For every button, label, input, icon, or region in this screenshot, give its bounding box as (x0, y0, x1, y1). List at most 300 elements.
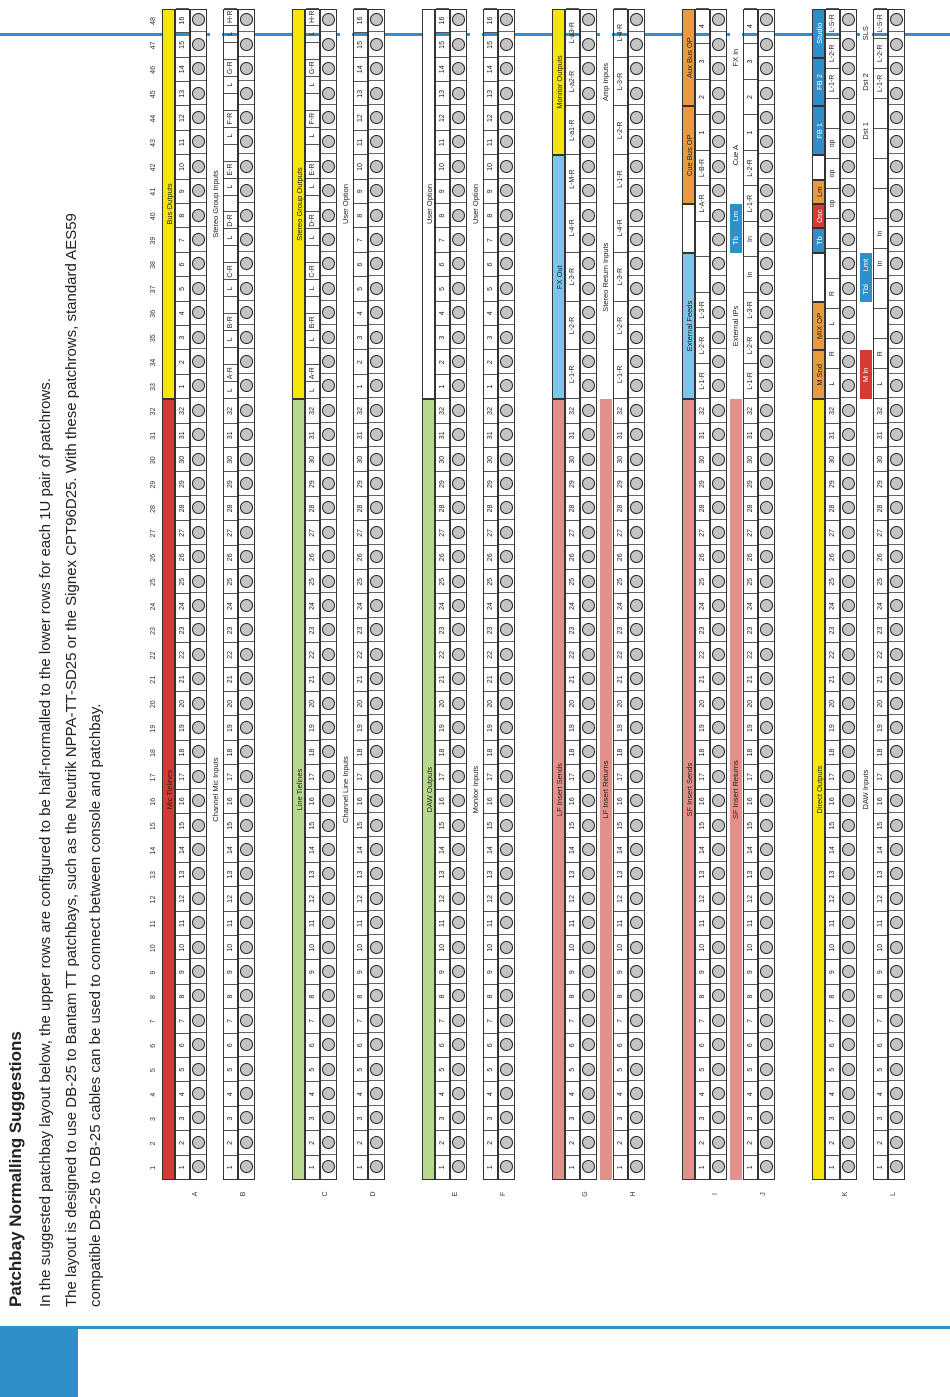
patch-jack[interactable] (760, 453, 773, 466)
patch-jack[interactable] (500, 916, 513, 929)
patch-jack[interactable] (192, 1136, 205, 1149)
patch-jack[interactable] (240, 160, 253, 173)
patch-jack[interactable] (890, 428, 903, 441)
patch-jack[interactable] (890, 355, 903, 368)
patch-jack[interactable] (452, 14, 465, 27)
patch-jack[interactable] (500, 38, 513, 51)
patch-jack[interactable] (712, 550, 725, 563)
patch-jack[interactable] (712, 258, 725, 271)
patch-jack[interactable] (240, 1112, 253, 1125)
patch-jack[interactable] (842, 965, 855, 978)
patch-jack[interactable] (370, 160, 383, 173)
patch-jack[interactable] (500, 1160, 513, 1173)
patch-jack[interactable] (500, 599, 513, 612)
patch-jack[interactable] (760, 721, 773, 734)
patch-jack[interactable] (630, 184, 643, 197)
patch-jack[interactable] (630, 648, 643, 661)
patch-jack[interactable] (760, 184, 773, 197)
patch-jack[interactable] (582, 428, 595, 441)
patch-jack[interactable] (452, 331, 465, 344)
patch-jack[interactable] (370, 941, 383, 954)
patch-jack[interactable] (452, 794, 465, 807)
patch-jack[interactable] (322, 550, 335, 563)
patch-jack[interactable] (890, 1136, 903, 1149)
patch-jack[interactable] (240, 843, 253, 856)
patch-jack[interactable] (322, 1063, 335, 1076)
patch-jack[interactable] (630, 990, 643, 1003)
patch-jack[interactable] (240, 404, 253, 417)
patch-jack[interactable] (370, 794, 383, 807)
patch-jack[interactable] (500, 941, 513, 954)
patch-jack[interactable] (630, 477, 643, 490)
patch-jack[interactable] (500, 404, 513, 417)
patch-jack[interactable] (192, 1112, 205, 1125)
patch-jack[interactable] (842, 160, 855, 173)
patch-jack[interactable] (452, 136, 465, 149)
patch-jack[interactable] (712, 184, 725, 197)
patch-jack[interactable] (890, 233, 903, 246)
patch-jack[interactable] (582, 916, 595, 929)
patch-jack[interactable] (890, 892, 903, 905)
patch-jack[interactable] (192, 453, 205, 466)
patch-jack[interactable] (500, 697, 513, 710)
patch-jack[interactable] (322, 306, 335, 319)
patch-jack[interactable] (240, 599, 253, 612)
patch-jack[interactable] (452, 648, 465, 661)
patch-jack[interactable] (500, 624, 513, 637)
patch-jack[interactable] (842, 697, 855, 710)
patch-jack[interactable] (500, 1112, 513, 1125)
patch-jack[interactable] (890, 1038, 903, 1051)
patch-jack[interactable] (240, 38, 253, 51)
patch-jack[interactable] (452, 87, 465, 100)
patch-jack[interactable] (322, 575, 335, 588)
patch-jack[interactable] (500, 209, 513, 222)
patch-jack[interactable] (370, 1112, 383, 1125)
patch-jack[interactable] (240, 380, 253, 393)
patch-jack[interactable] (322, 404, 335, 417)
patch-jack[interactable] (630, 721, 643, 734)
patch-jack[interactable] (842, 916, 855, 929)
patch-jack[interactable] (192, 306, 205, 319)
patch-jack[interactable] (240, 136, 253, 149)
patch-jack[interactable] (630, 428, 643, 441)
patch-jack[interactable] (500, 14, 513, 27)
patch-jack[interactable] (760, 160, 773, 173)
patch-jack[interactable] (760, 990, 773, 1003)
patch-jack[interactable] (890, 941, 903, 954)
patch-jack[interactable] (500, 428, 513, 441)
patch-jack[interactable] (240, 87, 253, 100)
patch-jack[interactable] (500, 380, 513, 393)
patch-jack[interactable] (240, 477, 253, 490)
patch-jack[interactable] (842, 941, 855, 954)
patch-jack[interactable] (452, 428, 465, 441)
patch-jack[interactable] (582, 258, 595, 271)
patch-jack[interactable] (582, 1038, 595, 1051)
patch-jack[interactable] (192, 941, 205, 954)
patch-jack[interactable] (712, 233, 725, 246)
patch-jack[interactable] (712, 916, 725, 929)
patch-jack[interactable] (240, 770, 253, 783)
patch-jack[interactable] (322, 990, 335, 1003)
patch-jack[interactable] (712, 697, 725, 710)
patch-jack[interactable] (452, 1014, 465, 1027)
patch-jack[interactable] (712, 306, 725, 319)
patch-jack[interactable] (582, 87, 595, 100)
patch-jack[interactable] (712, 868, 725, 881)
patch-jack[interactable] (322, 1136, 335, 1149)
patch-jack[interactable] (582, 965, 595, 978)
patch-jack[interactable] (452, 380, 465, 393)
patch-jack[interactable] (582, 770, 595, 783)
patch-jack[interactable] (890, 1160, 903, 1173)
patch-jack[interactable] (890, 746, 903, 759)
patch-jack[interactable] (500, 868, 513, 881)
patch-jack[interactable] (322, 1160, 335, 1173)
patch-jack[interactable] (712, 941, 725, 954)
patch-jack[interactable] (370, 868, 383, 881)
patch-jack[interactable] (760, 428, 773, 441)
patch-jack[interactable] (890, 819, 903, 832)
patch-jack[interactable] (582, 624, 595, 637)
patch-jack[interactable] (370, 306, 383, 319)
patch-jack[interactable] (842, 819, 855, 832)
patch-jack[interactable] (712, 331, 725, 344)
patch-jack[interactable] (322, 184, 335, 197)
patch-jack[interactable] (240, 331, 253, 344)
patch-jack[interactable] (240, 672, 253, 685)
patch-jack[interactable] (322, 892, 335, 905)
patch-jack[interactable] (192, 1038, 205, 1051)
patch-jack[interactable] (500, 721, 513, 734)
patch-jack[interactable] (760, 550, 773, 563)
patch-jack[interactable] (630, 209, 643, 222)
patch-jack[interactable] (322, 282, 335, 295)
patch-jack[interactable] (630, 550, 643, 563)
patch-jack[interactable] (322, 1014, 335, 1027)
patch-jack[interactable] (240, 282, 253, 295)
patch-jack[interactable] (582, 868, 595, 881)
patch-jack[interactable] (192, 843, 205, 856)
patch-jack[interactable] (712, 965, 725, 978)
patch-jack[interactable] (500, 258, 513, 271)
patch-jack[interactable] (452, 1038, 465, 1051)
patch-jack[interactable] (500, 331, 513, 344)
patch-jack[interactable] (842, 502, 855, 515)
patch-jack[interactable] (192, 672, 205, 685)
patch-jack[interactable] (500, 184, 513, 197)
patch-jack[interactable] (192, 184, 205, 197)
patch-jack[interactable] (842, 990, 855, 1003)
patch-jack[interactable] (370, 233, 383, 246)
patch-jack[interactable] (322, 453, 335, 466)
patch-jack[interactable] (630, 1014, 643, 1027)
patch-jack[interactable] (712, 380, 725, 393)
patch-jack[interactable] (582, 380, 595, 393)
patch-jack[interactable] (192, 428, 205, 441)
patch-jack[interactable] (842, 1014, 855, 1027)
patch-jack[interactable] (842, 87, 855, 100)
patch-jack[interactable] (240, 819, 253, 832)
patch-jack[interactable] (890, 550, 903, 563)
patch-jack[interactable] (322, 355, 335, 368)
patch-jack[interactable] (890, 575, 903, 588)
patch-jack[interactable] (760, 62, 773, 75)
patch-jack[interactable] (582, 599, 595, 612)
patch-jack[interactable] (842, 1063, 855, 1076)
patch-jack[interactable] (582, 697, 595, 710)
patch-jack[interactable] (240, 233, 253, 246)
patch-jack[interactable] (712, 1160, 725, 1173)
patch-jack[interactable] (842, 526, 855, 539)
patch-jack[interactable] (712, 770, 725, 783)
patch-jack[interactable] (452, 1160, 465, 1173)
patch-jack[interactable] (760, 648, 773, 661)
patch-jack[interactable] (582, 111, 595, 124)
patch-jack[interactable] (240, 550, 253, 563)
patch-jack[interactable] (760, 868, 773, 881)
patch-jack[interactable] (630, 14, 643, 27)
patch-jack[interactable] (370, 843, 383, 856)
patch-jack[interactable] (890, 770, 903, 783)
patch-jack[interactable] (240, 1087, 253, 1100)
patch-jack[interactable] (452, 892, 465, 905)
patch-jack[interactable] (240, 428, 253, 441)
patch-jack[interactable] (630, 282, 643, 295)
patch-jack[interactable] (630, 868, 643, 881)
patch-jack[interactable] (842, 453, 855, 466)
patch-jack[interactable] (630, 965, 643, 978)
patch-jack[interactable] (582, 1063, 595, 1076)
patch-jack[interactable] (322, 648, 335, 661)
patch-jack[interactable] (240, 965, 253, 978)
patch-jack[interactable] (630, 819, 643, 832)
patch-jack[interactable] (842, 672, 855, 685)
patch-jack[interactable] (370, 136, 383, 149)
patch-jack[interactable] (192, 209, 205, 222)
patch-jack[interactable] (890, 282, 903, 295)
patch-jack[interactable] (890, 14, 903, 27)
patch-jack[interactable] (240, 502, 253, 515)
patch-jack[interactable] (370, 453, 383, 466)
patch-jack[interactable] (630, 380, 643, 393)
patch-jack[interactable] (500, 87, 513, 100)
patch-jack[interactable] (240, 453, 253, 466)
patch-jack[interactable] (712, 599, 725, 612)
patch-jack[interactable] (712, 526, 725, 539)
patch-jack[interactable] (890, 258, 903, 271)
patch-jack[interactable] (452, 868, 465, 881)
patch-jack[interactable] (630, 233, 643, 246)
patch-jack[interactable] (240, 575, 253, 588)
patch-jack[interactable] (582, 306, 595, 319)
patch-jack[interactable] (370, 965, 383, 978)
patch-jack[interactable] (582, 721, 595, 734)
patch-jack[interactable] (500, 575, 513, 588)
patch-jack[interactable] (712, 282, 725, 295)
patch-jack[interactable] (890, 209, 903, 222)
patch-jack[interactable] (500, 136, 513, 149)
patch-jack[interactable] (370, 355, 383, 368)
patch-jack[interactable] (582, 355, 595, 368)
patch-jack[interactable] (842, 599, 855, 612)
patch-jack[interactable] (582, 62, 595, 75)
patch-jack[interactable] (890, 721, 903, 734)
patch-jack[interactable] (890, 62, 903, 75)
patch-jack[interactable] (842, 843, 855, 856)
patch-jack[interactable] (630, 941, 643, 954)
patch-jack[interactable] (842, 282, 855, 295)
patch-jack[interactable] (630, 1038, 643, 1051)
patch-jack[interactable] (630, 770, 643, 783)
patch-jack[interactable] (582, 282, 595, 295)
patch-jack[interactable] (452, 355, 465, 368)
patch-jack[interactable] (370, 258, 383, 271)
patch-jack[interactable] (842, 38, 855, 51)
patch-jack[interactable] (192, 355, 205, 368)
patch-jack[interactable] (370, 526, 383, 539)
patch-jack[interactable] (500, 770, 513, 783)
patch-jack[interactable] (452, 160, 465, 173)
patch-jack[interactable] (452, 38, 465, 51)
patch-jack[interactable] (890, 965, 903, 978)
patch-jack[interactable] (240, 355, 253, 368)
patch-jack[interactable] (582, 502, 595, 515)
patch-jack[interactable] (322, 697, 335, 710)
patch-jack[interactable] (760, 355, 773, 368)
patch-jack[interactable] (192, 331, 205, 344)
patch-jack[interactable] (192, 965, 205, 978)
patch-jack[interactable] (582, 233, 595, 246)
patch-jack[interactable] (452, 843, 465, 856)
patch-jack[interactable] (582, 526, 595, 539)
patch-jack[interactable] (322, 672, 335, 685)
patch-jack[interactable] (370, 697, 383, 710)
patch-jack[interactable] (322, 941, 335, 954)
patch-jack[interactable] (322, 770, 335, 783)
patch-jack[interactable] (842, 892, 855, 905)
patch-jack[interactable] (760, 843, 773, 856)
patch-jack[interactable] (890, 111, 903, 124)
patch-jack[interactable] (240, 111, 253, 124)
patch-jack[interactable] (322, 868, 335, 881)
patch-jack[interactable] (582, 1136, 595, 1149)
patch-jack[interactable] (890, 404, 903, 417)
patch-jack[interactable] (192, 1014, 205, 1027)
patch-jack[interactable] (630, 916, 643, 929)
patch-jack[interactable] (630, 1112, 643, 1125)
patch-jack[interactable] (842, 721, 855, 734)
patch-jack[interactable] (890, 184, 903, 197)
patch-jack[interactable] (712, 892, 725, 905)
patch-jack[interactable] (630, 624, 643, 637)
patch-jack[interactable] (760, 575, 773, 588)
patch-jack[interactable] (890, 868, 903, 881)
patch-jack[interactable] (760, 941, 773, 954)
patch-jack[interactable] (240, 941, 253, 954)
patch-jack[interactable] (712, 111, 725, 124)
patch-jack[interactable] (452, 1112, 465, 1125)
patch-jack[interactable] (452, 990, 465, 1003)
patch-jack[interactable] (842, 1087, 855, 1100)
patch-jack[interactable] (322, 624, 335, 637)
patch-jack[interactable] (370, 477, 383, 490)
patch-jack[interactable] (842, 184, 855, 197)
patch-jack[interactable] (452, 1136, 465, 1149)
patch-jack[interactable] (712, 62, 725, 75)
patch-jack[interactable] (322, 599, 335, 612)
patch-jack[interactable] (192, 258, 205, 271)
patch-jack[interactable] (582, 209, 595, 222)
patch-jack[interactable] (452, 477, 465, 490)
patch-jack[interactable] (322, 819, 335, 832)
patch-jack[interactable] (192, 282, 205, 295)
patch-jack[interactable] (500, 843, 513, 856)
patch-jack[interactable] (322, 477, 335, 490)
patch-jack[interactable] (842, 62, 855, 75)
patch-jack[interactable] (452, 526, 465, 539)
patch-jack[interactable] (582, 648, 595, 661)
patch-jack[interactable] (240, 258, 253, 271)
patch-jack[interactable] (760, 209, 773, 222)
patch-jack[interactable] (500, 62, 513, 75)
patch-jack[interactable] (322, 160, 335, 173)
patch-jack[interactable] (192, 1087, 205, 1100)
patch-jack[interactable] (582, 1014, 595, 1027)
patch-jack[interactable] (842, 746, 855, 759)
patch-jack[interactable] (760, 1038, 773, 1051)
patch-jack[interactable] (370, 648, 383, 661)
patch-jack[interactable] (452, 770, 465, 783)
patch-jack[interactable] (370, 1160, 383, 1173)
patch-jack[interactable] (452, 916, 465, 929)
patch-jack[interactable] (842, 209, 855, 222)
patch-jack[interactable] (582, 794, 595, 807)
patch-jack[interactable] (582, 1087, 595, 1100)
patch-jack[interactable] (240, 209, 253, 222)
patch-jack[interactable] (842, 306, 855, 319)
patch-jack[interactable] (500, 111, 513, 124)
patch-jack[interactable] (452, 1087, 465, 1100)
patch-jack[interactable] (192, 746, 205, 759)
patch-jack[interactable] (192, 502, 205, 515)
patch-jack[interactable] (712, 209, 725, 222)
patch-jack[interactable] (500, 355, 513, 368)
patch-jack[interactable] (582, 892, 595, 905)
patch-jack[interactable] (630, 794, 643, 807)
patch-jack[interactable] (712, 428, 725, 441)
patch-jack[interactable] (760, 282, 773, 295)
patch-jack[interactable] (370, 111, 383, 124)
patch-jack[interactable] (582, 477, 595, 490)
patch-jack[interactable] (760, 111, 773, 124)
patch-jack[interactable] (500, 746, 513, 759)
patch-jack[interactable] (452, 62, 465, 75)
patch-jack[interactable] (712, 502, 725, 515)
patch-jack[interactable] (370, 672, 383, 685)
patch-jack[interactable] (712, 38, 725, 51)
patch-jack[interactable] (760, 380, 773, 393)
patch-jack[interactable] (322, 843, 335, 856)
patch-jack[interactable] (452, 721, 465, 734)
patch-jack[interactable] (322, 1087, 335, 1100)
patch-jack[interactable] (890, 1063, 903, 1076)
patch-jack[interactable] (370, 746, 383, 759)
patch-jack[interactable] (582, 14, 595, 27)
patch-jack[interactable] (500, 477, 513, 490)
patch-jack[interactable] (370, 575, 383, 588)
